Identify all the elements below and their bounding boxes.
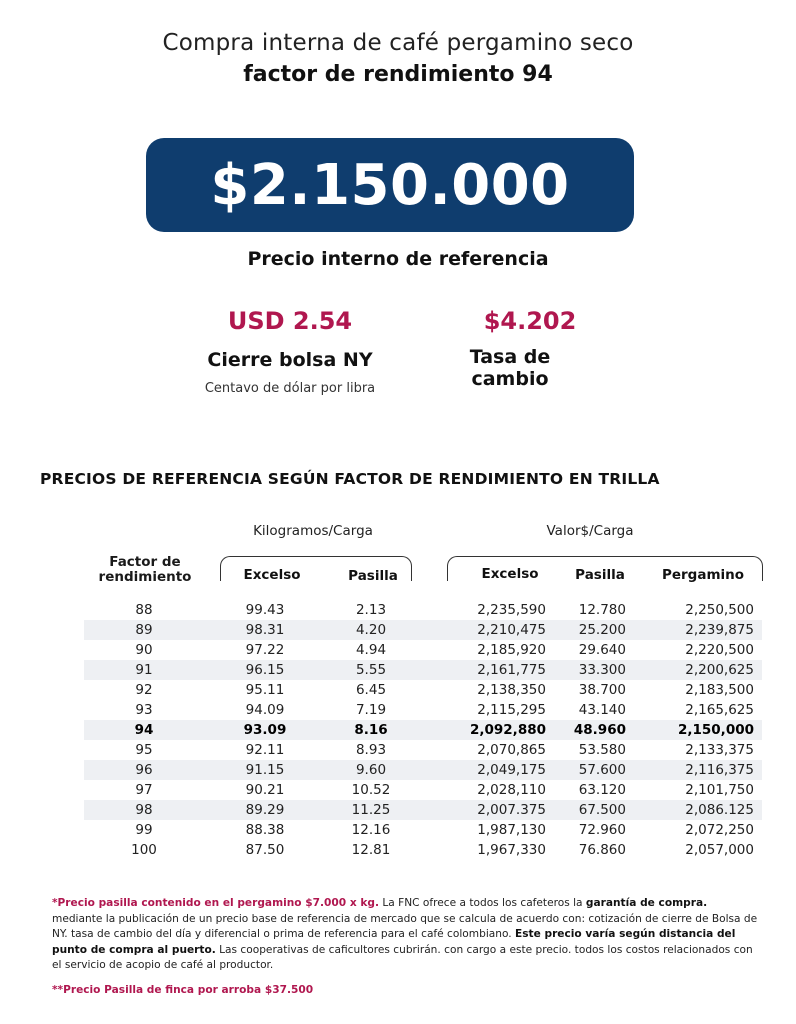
cell-pasilla-value: 48.960 (573, 722, 626, 738)
col-excelso-value: Excelso (481, 566, 539, 582)
cell-factor: 93 (135, 702, 153, 718)
cell-pasilla-kg: 9.60 (355, 762, 387, 778)
table-row (84, 700, 762, 720)
cell-excelso-kg: 93.09 (243, 722, 287, 738)
cell-pergamino-value: 2,072,250 (685, 822, 754, 838)
cell-excelso-kg: 95.11 (245, 682, 285, 698)
cell-pergamino-value: 2,101,750 (685, 782, 754, 798)
cell-pasilla-value: 38.700 (578, 682, 626, 698)
cell-excelso-value: 2,070,865 (477, 742, 546, 758)
cell-excelso-kg: 96.15 (245, 662, 285, 678)
footnote-text-2: mediante la publicación de un precio base de referencia de mercado que se calcula de acuerdo con: cotización de cierre de Bolsa de NY. tasa de cambio del día y diferencial o prima de referencia para el café colombiano. (52, 912, 758, 940)
cell-factor: 92 (135, 682, 153, 698)
footnote-arroba-price: **Precio Pasilla de finca por arroba $37.500 (52, 984, 314, 996)
footnote (52, 896, 758, 974)
cell-excelso-kg: 90.21 (245, 782, 285, 798)
cell-excelso-kg: 97.22 (245, 642, 285, 658)
cell-pasilla-kg: 12.16 (351, 822, 391, 838)
table-row-highlight (84, 720, 762, 740)
table-row (84, 840, 762, 860)
cell-pasilla-value: 53.580 (578, 742, 626, 758)
col-pergamino-value: Pergamino (661, 567, 745, 583)
cell-pasilla-kg: 12.81 (351, 842, 391, 858)
cell-pergamino-value: 2,183,500 (685, 682, 754, 698)
price-banner (146, 138, 634, 232)
cell-pasilla-kg: 7.19 (355, 702, 387, 718)
cell-excelso-kg: 92.11 (245, 742, 285, 758)
cell-pergamino-value: 2,150,000 (677, 722, 754, 738)
cell-factor: 90 (135, 642, 153, 658)
cell-excelso-value: 1,987,130 (477, 822, 546, 838)
footnote-text-1: La FNC ofrece a todos los cafeteros la (379, 897, 586, 909)
cell-pasilla-value: 43.140 (578, 702, 626, 718)
cell-excelso-kg: 89.29 (245, 802, 285, 818)
cell-factor: 94 (134, 722, 154, 738)
table-row (84, 740, 762, 760)
cell-pasilla-value: 76.860 (578, 842, 626, 858)
cell-excelso-value: 2,210,475 (477, 622, 546, 638)
exchange-rate-label (440, 346, 580, 390)
cell-pasilla-value: 72.960 (578, 822, 626, 838)
reference-price-label: Precio interno de referencia (247, 248, 549, 270)
cell-pasilla-kg: 6.45 (355, 682, 387, 698)
table-title: PRECIOS DE REFERENCIA SEGÚN FACTOR DE RENDIMIENTO EN TRILLA (40, 470, 660, 488)
page-title: Compra interna de café pergamino seco (162, 30, 634, 56)
cell-pasilla-value: 67.500 (578, 802, 626, 818)
table-row (84, 820, 762, 840)
cell-pasilla-value: 29.640 (578, 642, 626, 658)
cell-factor: 88 (135, 602, 153, 618)
cell-excelso-value: 2,028,110 (477, 782, 546, 798)
cell-excelso-value: 2,185,920 (477, 642, 546, 658)
factor-header-line2: rendimiento (98, 569, 192, 585)
group-header-value: Valor$/Carga (546, 523, 634, 539)
cell-excelso-kg: 88.38 (245, 822, 285, 838)
cell-pasilla-kg: 10.52 (351, 782, 391, 798)
factor-column-header (90, 555, 200, 585)
table-row (84, 640, 762, 660)
cell-pasilla-kg: 5.55 (355, 662, 387, 678)
cell-factor: 99 (135, 822, 153, 838)
cell-pasilla-kg: 4.94 (355, 642, 387, 658)
col-excelso-kg: Excelso (243, 567, 301, 583)
cell-excelso-kg: 98.31 (245, 622, 285, 638)
footnote-distance-note: Este precio varía según distancia del punto de compra al puerto. (52, 928, 736, 956)
table-row (84, 620, 762, 640)
table-row (84, 780, 762, 800)
col-pasilla-kg: Pasilla (348, 568, 398, 584)
ny-close-label: Cierre bolsa NY (207, 349, 373, 371)
col-pasilla-value: Pasilla (575, 567, 625, 583)
ny-close-value: USD 2.54 (227, 307, 353, 335)
cell-pergamino-value: 2,239,875 (685, 622, 754, 638)
cell-factor: 91 (135, 662, 153, 678)
cell-pergamino-value: 2,200,625 (685, 662, 754, 678)
cell-pasilla-kg: 4.20 (355, 622, 387, 638)
cell-excelso-kg: 87.50 (245, 842, 285, 858)
cell-excelso-value: 2,161,775 (477, 662, 546, 678)
cell-pergamino-value: 2,116,375 (685, 762, 754, 778)
cell-pergamino-value: 2,165,625 (685, 702, 754, 718)
cell-pergamino-value: 2,057,000 (685, 842, 754, 858)
cell-pasilla-kg: 2.13 (355, 602, 387, 618)
table-row (84, 600, 762, 620)
cell-excelso-value: 2,138,350 (477, 682, 546, 698)
cell-excelso-kg: 94.09 (245, 702, 285, 718)
table-row (84, 760, 762, 780)
cell-pasilla-value: 25.200 (578, 622, 626, 638)
factor-header-line1: Factor de (109, 554, 181, 570)
cell-factor: 89 (135, 622, 153, 638)
cell-excelso-value: 2,092,880 (469, 722, 546, 738)
page-subtitle: factor de rendimiento 94 (243, 62, 553, 87)
cell-excelso-kg: 91.15 (245, 762, 285, 778)
footnote-pasilla-price: *Precio pasilla contenido en el pergamino $7.000 x kg. (52, 897, 379, 909)
cell-excelso-kg: 99.43 (245, 602, 285, 618)
cell-pasilla-kg: 8.16 (354, 722, 388, 738)
table-row (84, 660, 762, 680)
reference-price-value: $2.150.000 (210, 152, 570, 218)
cell-factor: 97 (135, 782, 153, 798)
exchange-rate-value: $4.202 (483, 307, 577, 335)
footnote-text-3: Las cooperativas de caficultores cubrirán. con cargo a este precio. todos los costos relacionados con el servicio de acopio de café al productor. (52, 943, 753, 971)
cell-excelso-value: 2,115,295 (477, 702, 546, 718)
cell-pergamino-value: 2,250,500 (685, 602, 754, 618)
cell-factor: 95 (135, 742, 153, 758)
cell-pergamino-value: 2,086.125 (685, 802, 754, 818)
table-row (84, 680, 762, 700)
exchange-rate-label-line1: Tasa de (469, 346, 551, 368)
group-header-kg: Kilogramos/Carga (253, 523, 373, 539)
cell-pasilla-value: 63.120 (578, 782, 626, 798)
ny-close-unit: Centavo de dólar por libra (204, 381, 376, 396)
cell-pasilla-kg: 11.25 (351, 802, 391, 818)
cell-pergamino-value: 2,220,500 (685, 642, 754, 658)
cell-factor: 96 (135, 762, 153, 778)
cell-excelso-value: 2,007.375 (477, 802, 546, 818)
price-table (84, 600, 762, 860)
cell-factor: 98 (135, 802, 153, 818)
cell-excelso-value: 2,235,590 (477, 602, 546, 618)
footnote-guarantee: garantía de compra. (585, 897, 708, 909)
table-row (84, 800, 762, 820)
cell-factor: 100 (131, 842, 157, 858)
cell-excelso-value: 1,967,330 (477, 842, 546, 858)
exchange-rate-label-line2: cambio (471, 368, 549, 390)
cell-pasilla-value: 12.780 (578, 602, 626, 618)
cell-pasilla-kg: 8.93 (355, 742, 387, 758)
cell-pasilla-value: 57.600 (578, 762, 626, 778)
cell-excelso-value: 2,049,175 (477, 762, 546, 778)
cell-pasilla-value: 33.300 (578, 662, 626, 678)
cell-pergamino-value: 2,133,375 (685, 742, 754, 758)
